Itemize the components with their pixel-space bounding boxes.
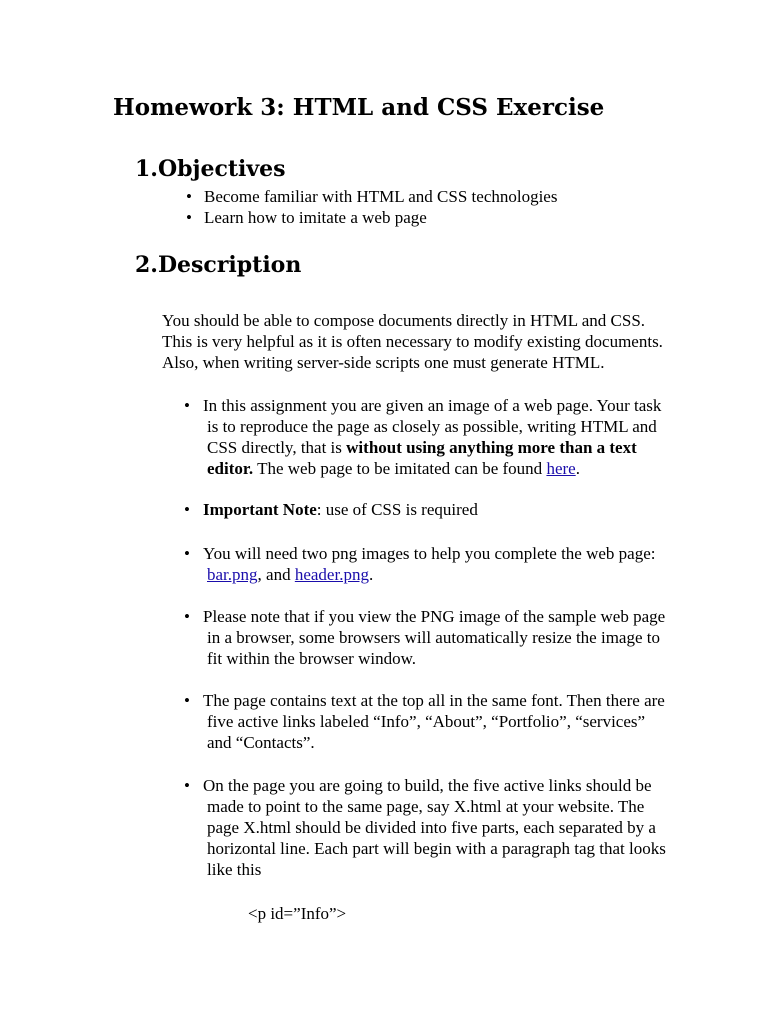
bullet-line: made to point to the same page, say X.html at your website. The bbox=[207, 797, 645, 816]
bullet-text: CSS directly, that is bbox=[207, 438, 347, 457]
bullet-line: fit within the browser window. bbox=[207, 649, 417, 668]
bullet-resize-note bbox=[184, 606, 724, 669]
bullet-icon: • bbox=[184, 607, 190, 626]
bullet-text: . bbox=[368, 565, 374, 584]
bullet-text: : use of CSS is required bbox=[316, 500, 478, 519]
bullet-icon: • bbox=[184, 500, 190, 519]
bullet-line: is to reproduce the page as closely as possible, writing HTML and bbox=[207, 417, 657, 436]
bar-png-link[interactable]: bar.png bbox=[207, 565, 258, 584]
bullet-line: You will need two png images to help you complete the web page: bbox=[203, 544, 656, 563]
bullet-line: like this bbox=[207, 860, 262, 879]
intro-line: Also, when writing server-side scripts one must generate HTML. bbox=[162, 353, 605, 372]
bullet-text: The web page to be imitated can be found bbox=[253, 459, 547, 478]
description-heading: 2.Description bbox=[135, 252, 302, 278]
bullet-line bbox=[184, 437, 724, 458]
intro-line: You should be able to compose documents directly in HTML and CSS. bbox=[162, 311, 646, 330]
bullet-line: and “Contacts”. bbox=[207, 733, 315, 752]
header-png-link[interactable]: header.png bbox=[294, 565, 369, 584]
bullet-text: . bbox=[575, 459, 580, 478]
description-intro bbox=[162, 310, 722, 373]
bullet-line bbox=[184, 499, 724, 520]
bullet-line: horizontal line. Each part will begin with a paragraph tag that looks bbox=[207, 839, 666, 858]
bullet-icon: • bbox=[184, 544, 190, 563]
bold-text: Important Note bbox=[203, 500, 317, 519]
bullet-icon: • bbox=[184, 396, 190, 415]
objectives-list bbox=[186, 186, 557, 228]
bullet-important-note bbox=[184, 499, 724, 520]
bold-text: without using anything more than a text bbox=[346, 438, 637, 457]
bullet-icon: • bbox=[184, 776, 190, 795]
bullet-line: The page contains text at the top all in the same font. Then there are bbox=[203, 691, 665, 710]
bullet-png-images bbox=[184, 543, 724, 585]
bullet-text: , and bbox=[257, 565, 295, 584]
bullet-assignment bbox=[184, 395, 724, 479]
objective-text: Become familiar with HTML and CSS technologies bbox=[204, 187, 558, 206]
bullet-line: In this assignment you are given an image of a web page. Your task bbox=[203, 396, 662, 415]
bullet-line bbox=[184, 564, 724, 585]
here-link[interactable]: here bbox=[546, 459, 576, 478]
bullet-active-links bbox=[184, 775, 724, 880]
list-item bbox=[186, 186, 557, 207]
bullet-line bbox=[184, 458, 724, 479]
bold-text: editor. bbox=[207, 459, 254, 478]
list-item bbox=[186, 207, 557, 228]
objective-text: Learn how to imitate a web page bbox=[204, 208, 427, 227]
bullet-icon: • bbox=[184, 691, 190, 710]
bullet-icon: • bbox=[186, 187, 192, 206]
code-example: <p id=”Info”> bbox=[248, 904, 347, 923]
bullet-page-contents bbox=[184, 690, 724, 753]
bullet-line: Please note that if you view the PNG image of the sample web page bbox=[203, 607, 666, 626]
bullet-line: page X.html should be divided into five parts, each separated by a bbox=[207, 818, 656, 837]
bullet-line: in a browser, some browsers will automatically resize the image to bbox=[207, 628, 660, 647]
objectives-heading: 1.Objectives bbox=[135, 156, 286, 182]
bullet-line: five active links labeled “Info”, “About”, “Portfolio”, “services” bbox=[207, 712, 646, 731]
document-title: Homework 3: HTML and CSS Exercise bbox=[113, 94, 605, 121]
bullet-line: On the page you are going to build, the five active links should be bbox=[203, 776, 652, 795]
intro-line: This is very helpful as it is often necessary to modify existing documents. bbox=[162, 332, 663, 351]
bullet-icon: • bbox=[186, 208, 192, 227]
